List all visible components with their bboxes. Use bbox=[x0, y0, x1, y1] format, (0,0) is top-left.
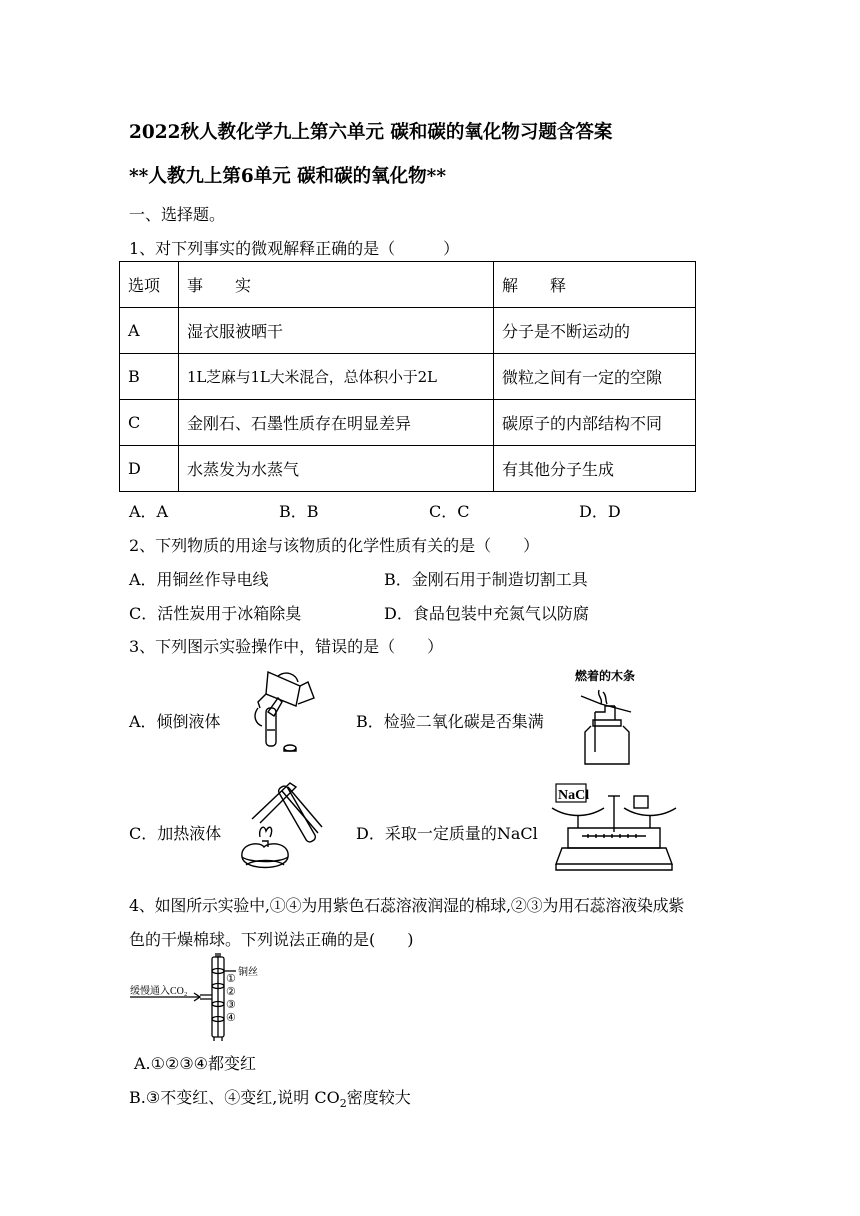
table-cell: B bbox=[120, 354, 179, 400]
burning-stick-label: 燃着的木条 bbox=[575, 669, 636, 683]
nacl-label: NaCl bbox=[558, 788, 590, 803]
q1-option-d: D．D bbox=[579, 502, 621, 521]
q3-option-d: D．采取一定质量的NaCl bbox=[356, 824, 538, 843]
q4-option-b bbox=[129, 1085, 411, 1110]
question-2-stem: 2、下列物质的用途与该物质的化学性质有关的是（ ） bbox=[129, 536, 540, 555]
table-cell: 碳原子的内部结构不同 bbox=[494, 400, 696, 446]
table-row bbox=[120, 354, 696, 400]
cotton-ball-marker-1: ① bbox=[226, 972, 236, 985]
q4-option-b-subscript: 2 bbox=[339, 1097, 347, 1111]
table-cell: 微粒之间有一定的空隙 bbox=[494, 354, 696, 400]
q4-option-b-text: B.③不变红、④变红,说明 CO bbox=[129, 1088, 340, 1107]
copper-wire-label: 铜丝 bbox=[238, 967, 258, 978]
table-header-cell: 事 实 bbox=[179, 262, 494, 308]
table-cell: 1L芝麻与1L大米混合，总体积小于2L bbox=[179, 354, 494, 400]
q3-option-b: B．检验二氧化碳是否集满 bbox=[356, 712, 544, 731]
table-row bbox=[120, 446, 696, 492]
table-header-cell: 选项 bbox=[120, 262, 179, 308]
co2-test-figure bbox=[567, 666, 655, 768]
table-cell: 金刚石、石墨性质存在明显差异 bbox=[179, 400, 494, 446]
document-title: 2022秋人教化学九上第六单元 碳和碳的氧化物习题含答案 bbox=[129, 122, 613, 143]
q2-option-a: A．用铜丝作导电线 bbox=[129, 570, 269, 589]
table-cell: 水蒸发为水蒸气 bbox=[179, 446, 494, 492]
q2-option-d: D．食品包装中充氮气以防腐 bbox=[384, 604, 589, 623]
co2-inlet-label: 缓慢通入CO₂ bbox=[130, 986, 188, 997]
table-header-row bbox=[120, 262, 696, 308]
table-cell: D bbox=[120, 446, 179, 492]
q3-option-a: A．倾倒液体 bbox=[129, 712, 221, 731]
balance-scale-figure bbox=[548, 778, 680, 876]
heating-liquid-figure bbox=[230, 777, 326, 877]
section-heading: 一、选择题。 bbox=[129, 205, 226, 224]
q1-option-c: C．C bbox=[429, 502, 470, 521]
table-cell: A bbox=[120, 308, 179, 354]
q1-option-a: A．A bbox=[129, 502, 169, 521]
question-4-stem-line1: 4、如图所示实验中,①④为用紫色石蕊溶液润湿的棉球,②③为用石蕊溶液染成紫 bbox=[129, 896, 685, 915]
table-cell: 有其他分子生成 bbox=[494, 446, 696, 492]
table-row bbox=[120, 308, 696, 354]
unit-subtitle: **人教九上第6单元 碳和碳的氧化物** bbox=[129, 166, 447, 187]
cotton-ball-marker-2: ② bbox=[226, 985, 236, 998]
table-header-cell: 解 释 bbox=[494, 262, 696, 308]
co2-litmus-apparatus-figure bbox=[128, 951, 268, 1041]
q1-option-b: B．B bbox=[279, 502, 319, 521]
question-1-stem: 1、对下列事实的微观解释正确的是（ ） bbox=[129, 239, 460, 258]
cotton-ball-marker-4: ④ bbox=[226, 1011, 236, 1024]
pouring-liquid-figure bbox=[238, 668, 322, 754]
question-1-table bbox=[119, 261, 696, 492]
table-cell: 湿衣服被晒干 bbox=[179, 308, 494, 354]
q4-option-a: A.①②③④都变红 bbox=[134, 1054, 257, 1073]
q3-option-c: C．加热液体 bbox=[129, 824, 222, 843]
q2-option-b: B．金刚石用于制造切割工具 bbox=[384, 570, 588, 589]
q2-option-c: C．活性炭用于冰箱除臭 bbox=[129, 604, 302, 623]
table-cell: 分子是不断运动的 bbox=[494, 308, 696, 354]
cotton-ball-marker-3: ③ bbox=[226, 998, 236, 1011]
question-4-stem-line2: 色的干燥棉球。下列说法正确的是( ) bbox=[129, 930, 414, 949]
table-cell: C bbox=[120, 400, 179, 446]
table-row bbox=[120, 400, 696, 446]
q4-option-b-text-end: 密度较大 bbox=[346, 1088, 411, 1107]
question-3-stem: 3、下列图示实验操作中，错误的是（ ） bbox=[129, 637, 444, 656]
